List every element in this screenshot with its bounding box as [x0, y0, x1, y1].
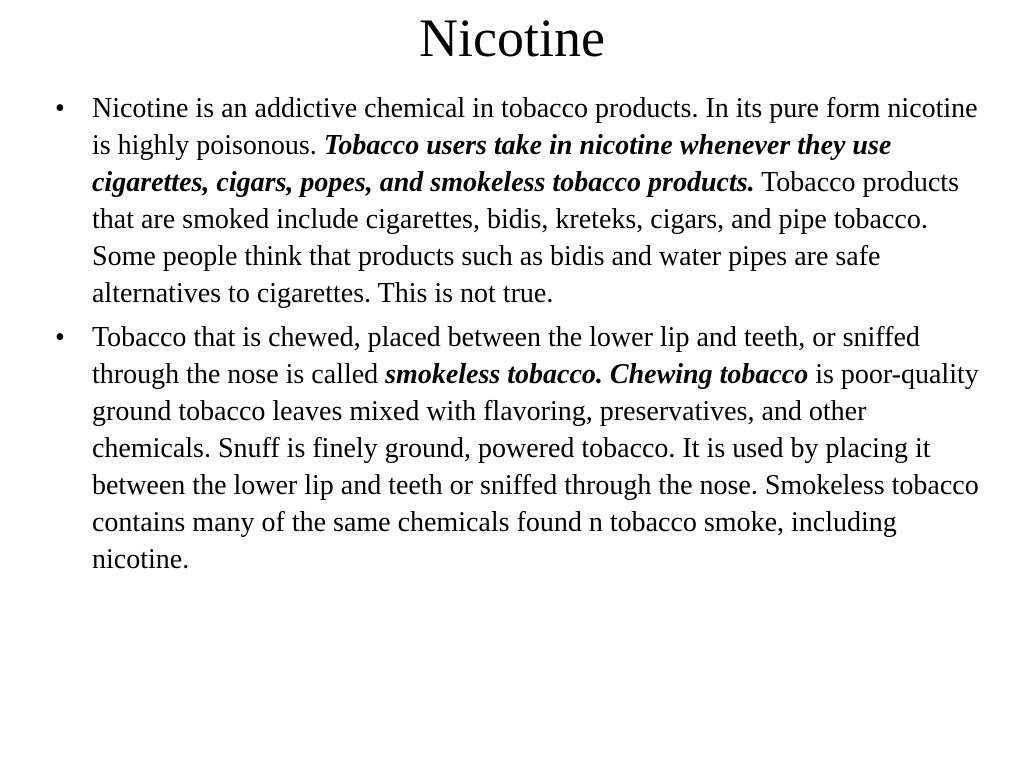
bullet-icon: •: [55, 322, 65, 353]
bullet-text: [92, 93, 978, 309]
slide-title: Nicotine: [419, 8, 605, 68]
bullet-icon: •: [55, 93, 65, 124]
text-segment: Tobacco that is chewed, placed between the lower lip and teeth, or sniffed through the nose is called: [92, 322, 920, 390]
text-segment: Nicotine is an addictive chemical in tobacco products. In its pure form nicotine is highly poisonous.: [92, 93, 978, 161]
bullet-text: [92, 322, 979, 575]
bullet-list: [55, 90, 990, 585]
bullet-item: [55, 319, 990, 578]
emphasis-segment: smokeless tobacco. Chewing tobacco: [385, 359, 809, 390]
emphasis-segment: Tobacco users take in nicotine whenever they use cigarettes, cigars, popes, and smokeless tobacco products.: [92, 130, 892, 198]
text-segment: Tobacco products that are smoked include cigarettes, bidis, kreteks, cigars, and pipe tobacco. Some people think that products such as bidis and water pipes are safe alternatives to cigarettes. This is not true.: [92, 167, 959, 309]
bullet-item: [55, 90, 990, 312]
text-segment: is poor-quality ground tobacco leaves mixed with flavoring, preservatives, and other chemicals. Snuff is finely ground, powered tobacco. It is used by placing it between the lower lip and teeth or sniffed through the nose. Smokeless tobacco contains many of the same chemicals found n tobacco smoke, including nicotine.: [92, 359, 979, 575]
